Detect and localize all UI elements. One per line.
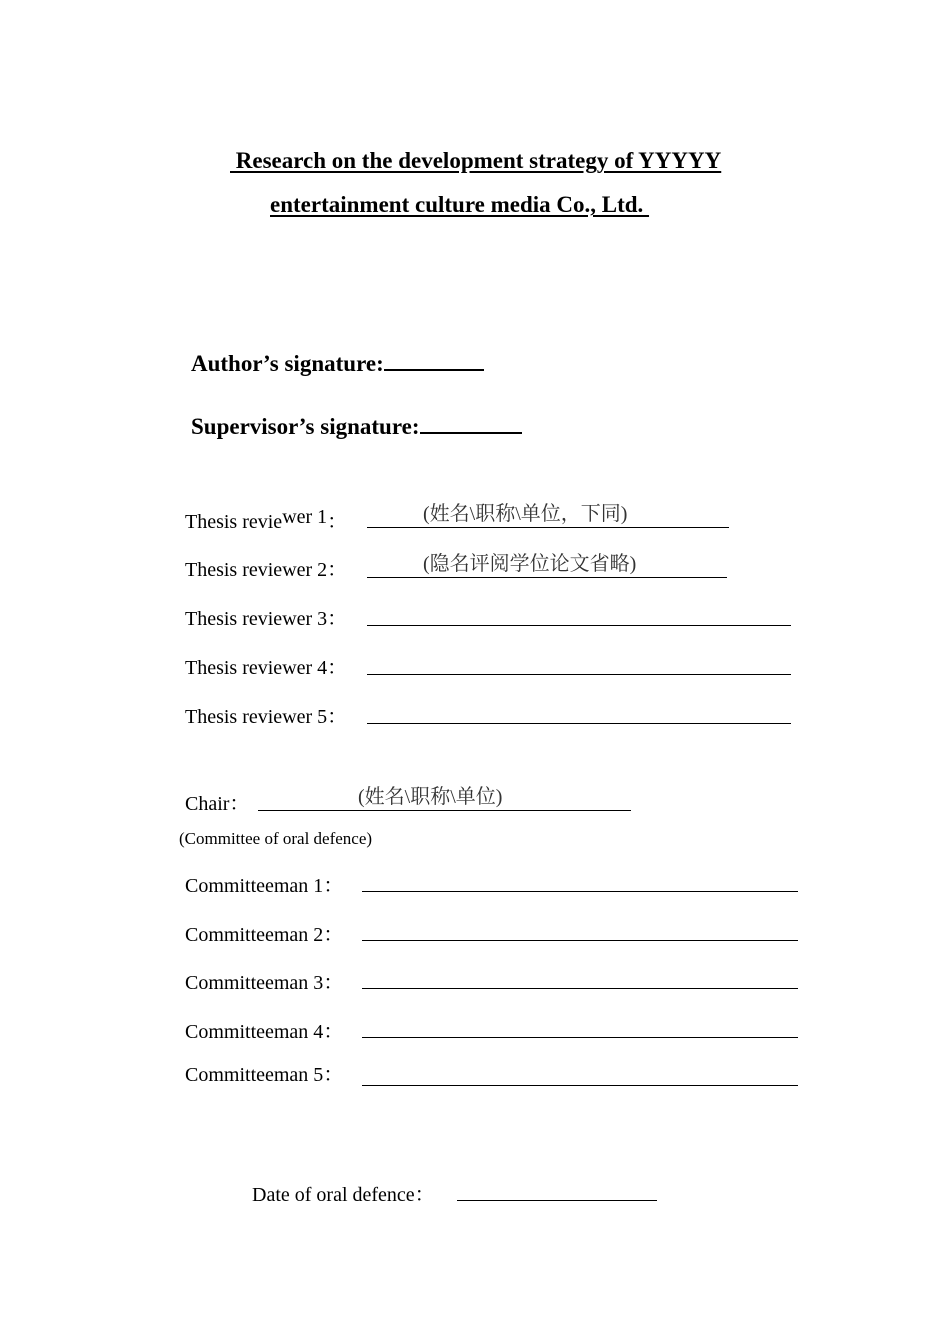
reviewer-5-label bbox=[185, 700, 347, 729]
committeeman-5-colon: ： bbox=[323, 1064, 344, 1086]
author-signature-label: Author’s signature: bbox=[191, 351, 384, 376]
committeeman-2-field[interactable] bbox=[362, 916, 798, 941]
committeeman-3-colon: ： bbox=[323, 972, 344, 994]
chair-value: (姓名\职称\单位) bbox=[358, 786, 503, 808]
committeeman-4-field[interactable] bbox=[362, 1013, 798, 1038]
committeeman-2-label-text: Committeeman 2 bbox=[185, 924, 324, 946]
committeeman-3-label-text: Committeeman 3 bbox=[185, 972, 324, 994]
committeeman-4-colon: ： bbox=[323, 1021, 344, 1043]
committeeman-4-label-text: Committeeman 4 bbox=[185, 1021, 324, 1043]
supervisor-signature-blank[interactable] bbox=[420, 410, 522, 434]
reviewer-2-colon: ： bbox=[327, 559, 348, 581]
reviewer-4-field[interactable] bbox=[367, 650, 791, 675]
reviewer-3-colon: ： bbox=[327, 608, 348, 630]
committeeman-1-colon: ： bbox=[323, 875, 344, 897]
reviewer-1-field[interactable] bbox=[367, 503, 729, 528]
supervisor-signature bbox=[191, 410, 522, 440]
reviewer-5-label-text: Thesis reviewer 5 bbox=[185, 706, 328, 728]
chair-label: Chair： bbox=[185, 793, 250, 815]
committee-note: (Committee of oral defence) bbox=[179, 829, 373, 848]
committeeman-5-label-text: Committeeman 5 bbox=[185, 1064, 324, 1086]
committeeman-3-label bbox=[185, 966, 343, 995]
chair-field[interactable] bbox=[258, 786, 631, 811]
reviewer-5-colon: ： bbox=[327, 706, 348, 728]
author-signature bbox=[191, 347, 484, 377]
reviewer-3-label-text: Thesis reviewer 3 bbox=[185, 608, 328, 630]
reviewer-1-label bbox=[185, 505, 347, 534]
reviewer-2-label bbox=[185, 553, 347, 582]
reviewer-1-label-text: Thesis revie bbox=[185, 511, 283, 533]
reviewer-2-field[interactable] bbox=[367, 553, 727, 578]
author-signature-blank[interactable] bbox=[384, 347, 484, 371]
reviewer-3-field[interactable] bbox=[367, 601, 791, 626]
supervisor-signature-label: Supervisor’s signature: bbox=[191, 414, 420, 439]
reviewer-1-label-sup: wer 1 bbox=[282, 506, 328, 528]
thesis-title-line-1: Research on the development strategy of YYYYY bbox=[230, 148, 722, 173]
committeeman-5-label bbox=[185, 1058, 343, 1087]
reviewer-4-colon: ： bbox=[327, 657, 348, 679]
committeeman-1-field[interactable] bbox=[362, 867, 798, 892]
defence-date-field[interactable] bbox=[457, 1176, 657, 1201]
reviewer-3-label bbox=[185, 602, 347, 631]
reviewer-1-colon: ： bbox=[327, 511, 348, 533]
defence-date-label: Date of oral defence： bbox=[252, 1184, 435, 1206]
committeeman-2-label bbox=[185, 918, 343, 947]
committeeman-4-label bbox=[185, 1015, 343, 1044]
committeeman-1-label bbox=[185, 869, 343, 898]
committeeman-1-label-text: Committeeman 1 bbox=[185, 875, 324, 897]
reviewer-1-value: (姓名\职称\单位，下同) bbox=[423, 503, 628, 525]
reviewer-2-value: (隐名评阅学位论文省略) bbox=[423, 553, 637, 575]
committeeman-5-field[interactable] bbox=[362, 1061, 798, 1086]
thesis-title-line-2: entertainment culture media Co., Ltd. bbox=[270, 192, 650, 217]
reviewer-4-label-text: Thesis reviewer 4 bbox=[185, 657, 328, 679]
reviewer-2-label-text: Thesis reviewer 2 bbox=[185, 559, 328, 581]
committeeman-2-colon: ： bbox=[323, 924, 344, 946]
reviewer-5-field[interactable] bbox=[367, 699, 791, 724]
committeeman-3-field[interactable] bbox=[362, 964, 798, 989]
reviewer-4-label bbox=[185, 651, 347, 680]
